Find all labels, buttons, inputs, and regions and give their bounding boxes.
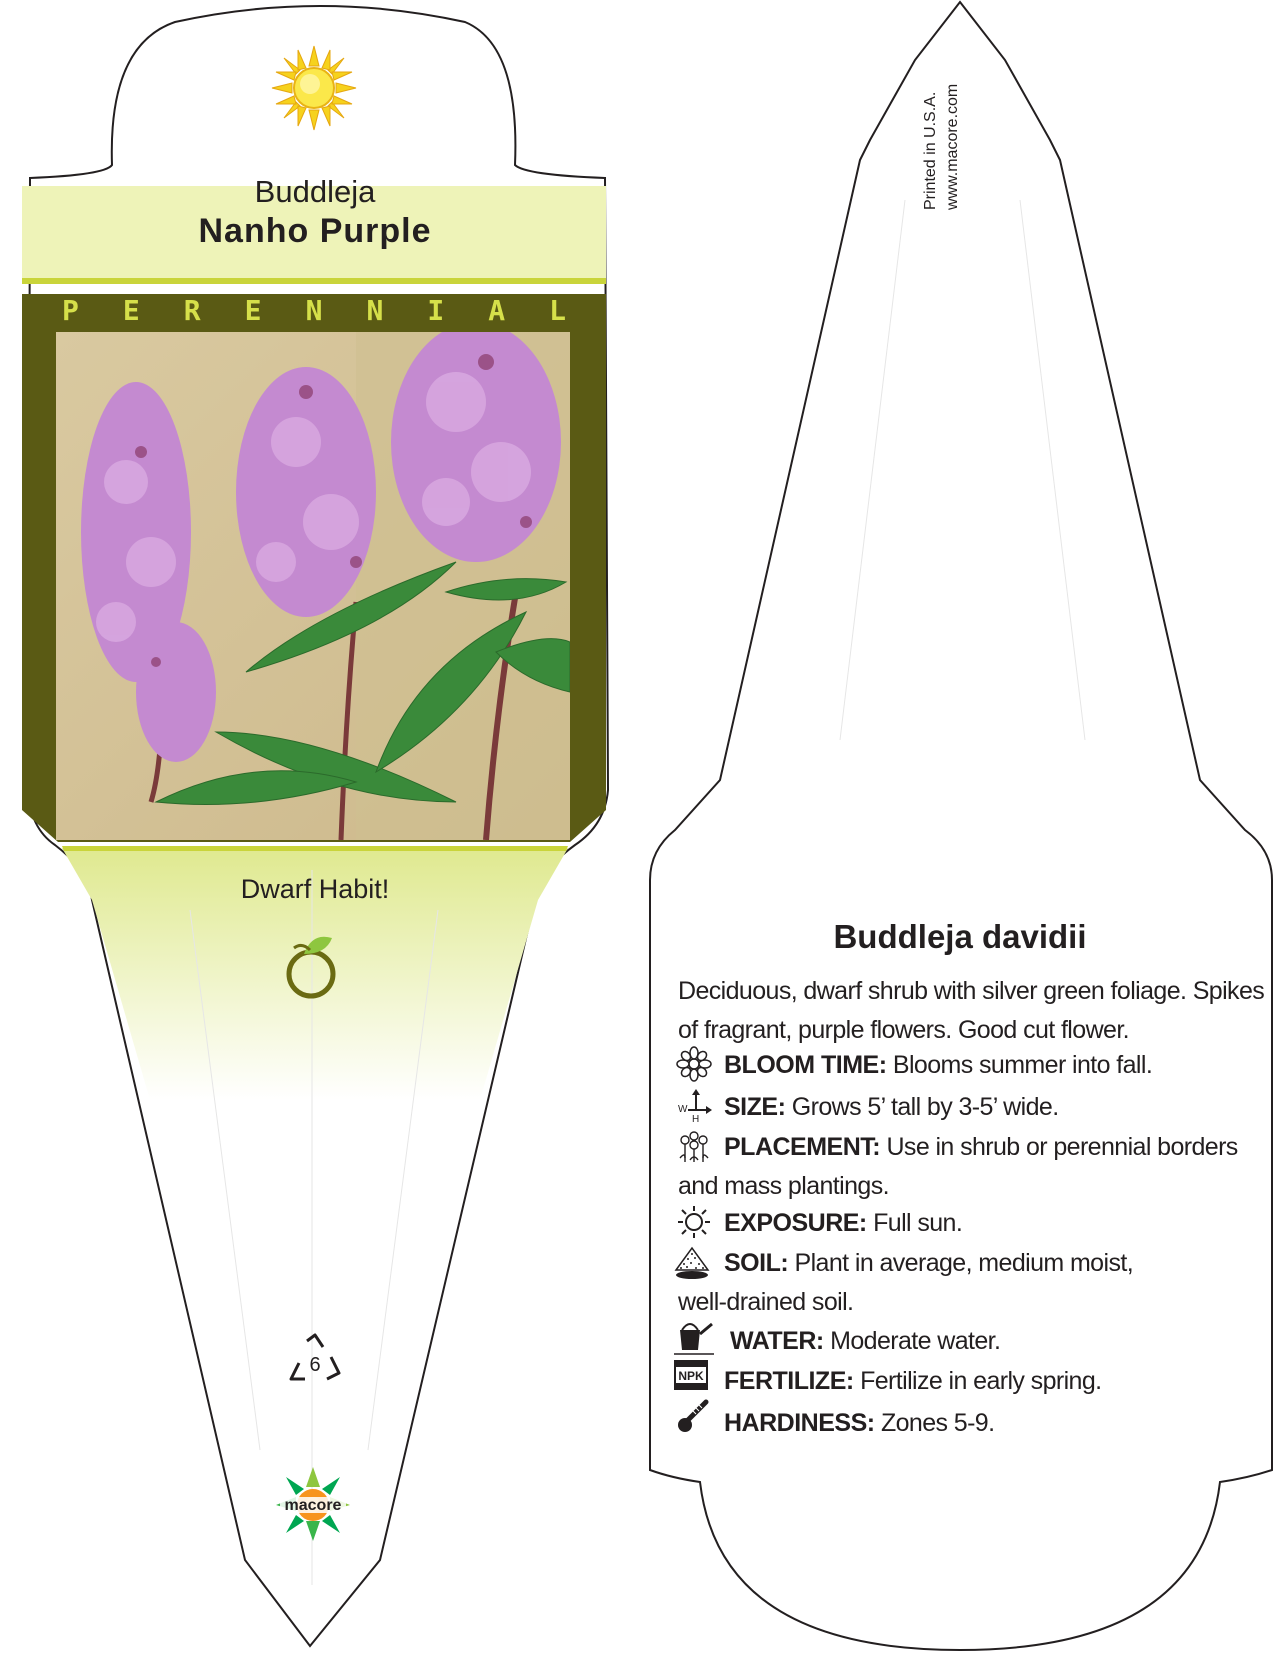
sprout-icon [282,930,340,1000]
print-info [920,50,982,210]
exposure-row [724,1204,1244,1243]
soil-row [678,1244,1158,1322]
water-text: Moderate water. [830,1327,1001,1355]
category-letter: P [62,294,79,327]
fertilize-label: FERTILIZE: [724,1367,854,1395]
category-letter: A [488,294,506,327]
placement-row [678,1128,1238,1206]
category-letter: E [244,294,262,327]
npk-icon [672,1356,710,1392]
water-row [730,1322,1250,1361]
soil-label: SOIL: [724,1249,789,1277]
back-tag-outline [650,2,1272,1650]
macore-logo [270,1465,356,1543]
size-label: SIZE: [724,1093,786,1121]
category-label [20,294,606,327]
bloom-time-row [724,1046,1244,1085]
hardiness-text: Zones 5-9. [880,1409,995,1437]
size-text: Grows 5’ tall by 3-5’ wide. [791,1093,1059,1121]
tagline: Dwarf Habit! [240,874,390,904]
size-arrows-icon [676,1088,712,1124]
placement-text: Use in shrub or perennial borders and mass plantings. [678,1133,1238,1200]
fertilize-text: Fertilize in early spring. [860,1367,1102,1395]
hardiness-row [724,1404,1244,1443]
printed-in-label: Printed in U.S.A. [922,91,939,210]
svg-text:H: H [692,1114,700,1124]
plant-photo [56,332,570,840]
flower-icon [676,1046,712,1082]
bloom-time-label: BLOOM TIME: [724,1051,887,1079]
sun-exposure-icon [676,1204,712,1240]
placement-label: PLACEMENT: [724,1133,881,1161]
description: Deciduous, dwarf shrub with silver green foliage. Spikes of fragrant, purple flowers. Good cut flower. [678,977,1265,1044]
fertilize-row [724,1362,1244,1401]
category-letter: E [122,294,140,327]
category-letter: N [305,294,323,327]
size-row [724,1088,1244,1127]
category-letter: I [427,294,445,327]
plant-genus: Buddleja [254,174,376,209]
svg-text:W: W [678,1104,688,1115]
bloom-time-text: Blooms summer into fall. [892,1051,1153,1079]
brand-name: macore [284,1497,342,1514]
plant-cultivar: Nanho Purple [198,212,432,250]
water-label: WATER: [730,1327,824,1355]
soil-text: Plant in average, medium moist, well-drained soil. [678,1249,1134,1316]
sun-icon [270,44,358,132]
species-title: Buddleja davidii [833,918,1087,955]
recycle-number: 6 [309,1354,321,1376]
category-letter: R [183,294,201,327]
exposure-label: EXPOSURE: [724,1209,867,1237]
recycle-icon [287,1333,343,1385]
watering-can-icon [672,1316,716,1356]
category-letter: L [549,294,566,327]
thermometer-icon [676,1398,712,1434]
exposure-text: Full sun. [873,1209,963,1237]
hardiness-label: HARDINESS: [724,1409,875,1437]
category-letter: N [366,294,384,327]
svg-text:NPK: NPK [678,1369,704,1383]
website-label: www.macore.com [944,83,961,210]
